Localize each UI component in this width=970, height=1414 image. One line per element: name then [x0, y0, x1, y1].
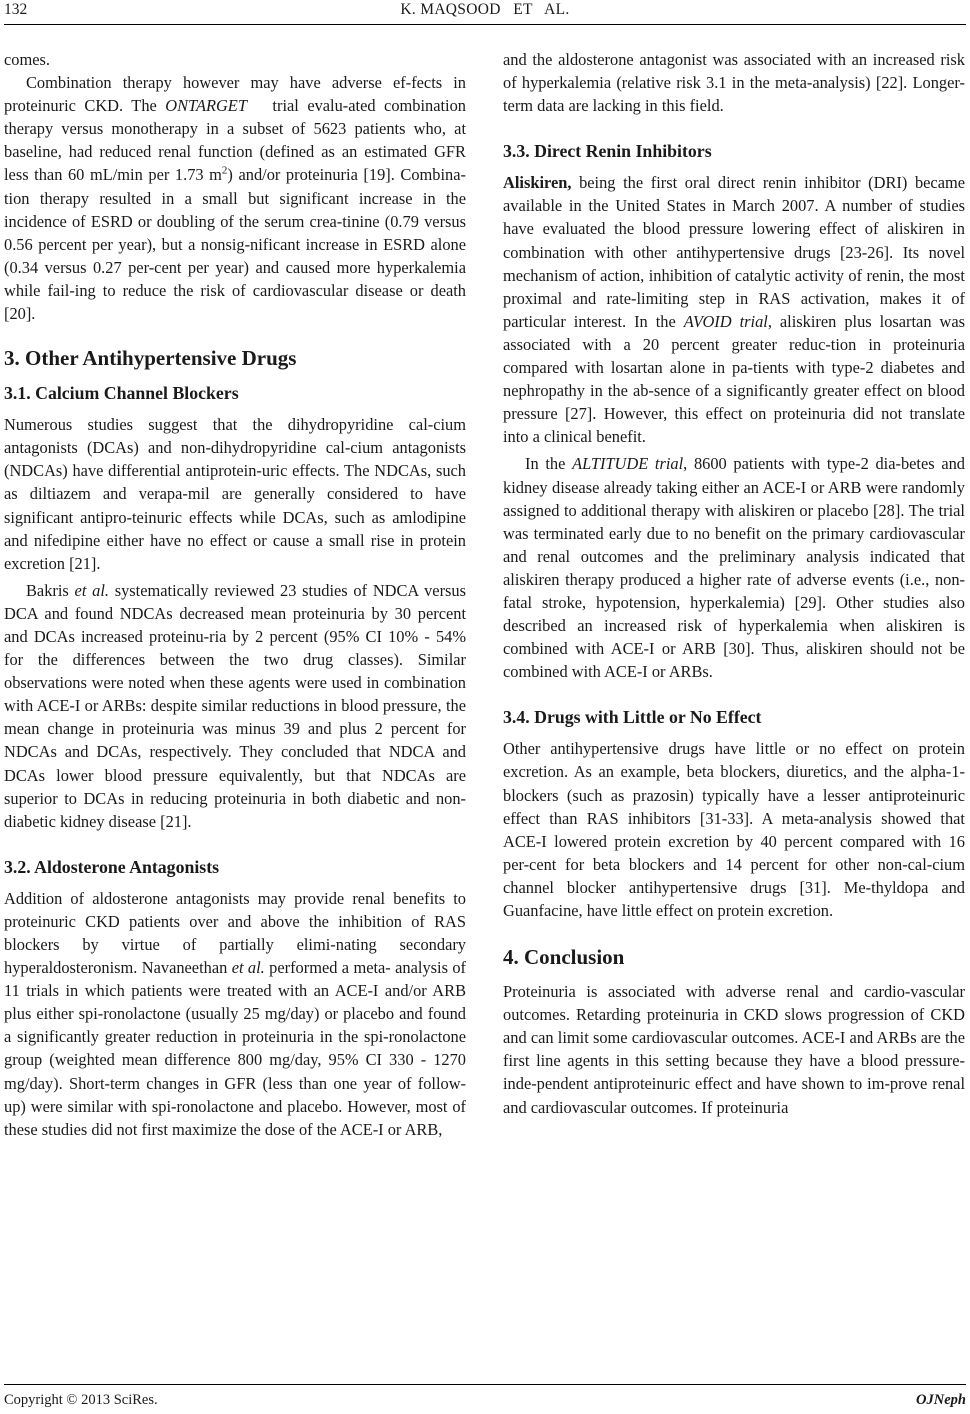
paragraph-text: , aliskiren plus losartan was associated with a 20 percent greater reduc-tion in proteinuria compared with losartan alone in pa-tients with type-2 diabetes and nephropathy in the ab-sence of a significantly greater effect on blood pressure [27]. However, this effect on proteinuria did not translate into a clinical benefit.: [503, 311, 965, 447]
subsection-heading: 3.3. Direct Renin Inhibitors: [503, 141, 712, 162]
paragraph: [4, 71, 471, 325]
paragraph: [503, 171, 965, 448]
trial-name: ALTITUDE trial: [572, 454, 684, 474]
footer-rule: [4, 1384, 966, 1385]
trial-name: AVOID trial: [683, 311, 768, 331]
subsection-heading: 3.2. Aldosterone Antagonists: [4, 856, 220, 877]
header-rule: [4, 24, 966, 25]
paragraph-text: In the: [525, 454, 573, 474]
bold-term: Aliskiren,: [503, 173, 572, 193]
paragraph-text: Other antihypertensive drugs have little or no effect on protein excretion. As an example, beta blockers, diuretics, and the alpha-1-blockers (such as prazosin) typically have a lesser antiproteinuric effect than RAS inhibitors [31-33]. A meta-analysis showed that ACE-I lowered protein excretion by 40 percent compared with 16 per-cent for beta blockers and 14 percent for other non-cal-cium channel blocker antihypertensive drugs [31]. Me-thyldopa and Guanfacine, have little effect on protein excretion.: [503, 739, 965, 920]
et-al: et al.: [231, 958, 265, 978]
superscript: 2: [221, 165, 228, 177]
page-header: [0, 0, 970, 30]
paragraph-text: trial evalu-ated combination therapy versus monotherapy in a subset of 5623 patients who, at baseline, had reduced renal function (defined as an estimated GFR less than 60 mL/min per 1.73 m: [4, 96, 471, 185]
page-number: 132: [4, 1, 28, 18]
paragraph: [4, 413, 466, 575]
paragraph: [503, 980, 965, 1119]
paragraph-text: comes.: [4, 50, 50, 69]
paragraph-text: ) and/or proteinuria [19]. Combina-tion therapy resulted in a small but significant increase in the incidence of ESRD or doubling of the serum crea-tinine (0.79 versus 0.56 percent per year), but a nonsig-nificant increase in ESRD alone (0.34 versus 0.27 per-cent per year) and caused more hyperkalemia while fail-ing to reduce the risk of cardiovascular disease or death [20].: [4, 165, 466, 324]
paragraph-text: Bakris: [26, 580, 75, 600]
paragraph-text: Combination therapy however may have adverse ef-fects in proteinuric CKD. The: [4, 73, 466, 116]
paragraph-text: being the first oral direct renin inhibitor (DRI) became available in the United States in March 2007. A number of studies have evaluated the blood pressure lowering effect of aliskiren in combination with other antihypertensive drugs [23-26]. Its novel mechanism of action, inhibition of catalytic activity of renin, the most proximal and rate-limiting step in RAS activation, makes it of particular interest. In the: [503, 173, 965, 331]
paragraph-text: systematically reviewed 23 studies of NDCA versus DCA and found NDCAs decreased mean proteinuria by 30 percent and DCAs increased proteinu-ria by 2 percent (95% CI 10% - 54% for the differences between the two drug classes). Similar observations were noted when these agents were used in combination with ACE-I or ARBs: despite similar reductions in blood pressure, the mean change in proteinuria was minus 39 and plus 2 percent for NDCAs and DCAs, respectively. They concluded that NDCA and DCAs lower blood pressure equivalently, but that NDCAs are superior to DCAs in reducing proteinuria in both diabetic and non-diabetic kidney disease [21].: [4, 580, 466, 831]
paragraph: [4, 887, 466, 1141]
subsection-heading: 3.4. Drugs with Little or No Effect: [503, 707, 762, 728]
right-column: [503, 48, 965, 1119]
paragraph: [503, 737, 965, 922]
subsection-heading: 3.1. Calcium Channel Blockers: [4, 383, 239, 404]
running-head: K. MAQSOOD ET AL.: [400, 1, 570, 18]
paragraph-text: Numerous studies suggest that the dihydropyridine cal-cium antagonists (DCAs) and non-dihydropyridine cal-cium antagonists (NDCAs) have differential antiprotein-uric effects. The NDCAs, such as diltiazem and verapa-mil are generally considered to have significant antipro-teinuric effects while DCAs, such as amlodipine and nifedipine either have no effect or cause a small rise in protein excretion [21].: [4, 415, 466, 573]
paragraph-text: , 8600 patients with type-2 dia-betes and kidney disease already taking either an ACE-I or ARB were randomly assigned to additional therapy with aliskiren or placebo [28]. The trial was terminated early due to no benefit on the primary cardiovascular and renal outcomes and the preliminary analysis indicated that aliskiren therapy produced a higher rate of adverse events (i.e., non-fatal stroke, hypotension, hyperkalemia) [29]. Other studies also described an increased risk of hyperkalemia when aliskiren is combined with ACE-I or ARB [30]. Thus, aliskiren should not be combined with ACE-I or ARBs.: [503, 454, 965, 682]
paragraph-text: Proteinuria is associated with adverse renal and cardio-vascular outcomes. Retarding proteinuria in CKD slows progression of CKD and can limit some cardiovascular outcomes. ACE-I and ARBs are the first line agents in this setting because they have a blood pressure-inde-pendent antiproteinuric effect and have shown to im-prove renal and cardiovascular outcomes. If proteinuria: [503, 982, 965, 1117]
paragraph-text: performed a meta- analysis of 11 trials in which patients were treated with an ACE-I and/or ARB plus either spi-ronolactone (usually 25 mg/day) or placebo and found a significantly greater reduction in proteinuria in the spi-ronolactone group (weighted mean difference 800 mg/day, 95% CI 330 - 1270 mg/day). Short-term changes in GFR (less than one year of follow-up) were similar with spi-ronolactone and placebo. However, most of these studies did not first maximize the dose of the ACE-I or ARB,: [4, 958, 466, 1139]
paragraph: [4, 579, 466, 833]
left-column: [4, 48, 471, 1141]
trial-name: ONTARGET: [165, 96, 247, 116]
journal-name: OJNeph: [916, 1392, 966, 1408]
copyright: Copyright © 2013 SciRes.: [4, 1392, 158, 1408]
paragraph: [4, 48, 466, 71]
paragraph: [503, 48, 965, 117]
section-heading: 4. Conclusion: [503, 945, 625, 970]
paragraph-text: and the aldosterone antagonist was associated with an increased risk of hyperkalemia (relative risk 3.1 in the meta-analysis) [22]. Longer-term data are lacking in this field.: [503, 50, 965, 116]
paragraph-text: Addition of aldosterone antagonists may provide renal benefits to proteinuric CKD patients over and above the inhibition of RAS blockers by virtue of partially elimi-nating secondary hyperaldosteronism. Navaneethan: [4, 888, 466, 978]
paragraph: [503, 452, 965, 683]
section-heading: 3. Other Antihypertensive Drugs: [4, 346, 297, 371]
et-al: et al.: [74, 580, 109, 600]
